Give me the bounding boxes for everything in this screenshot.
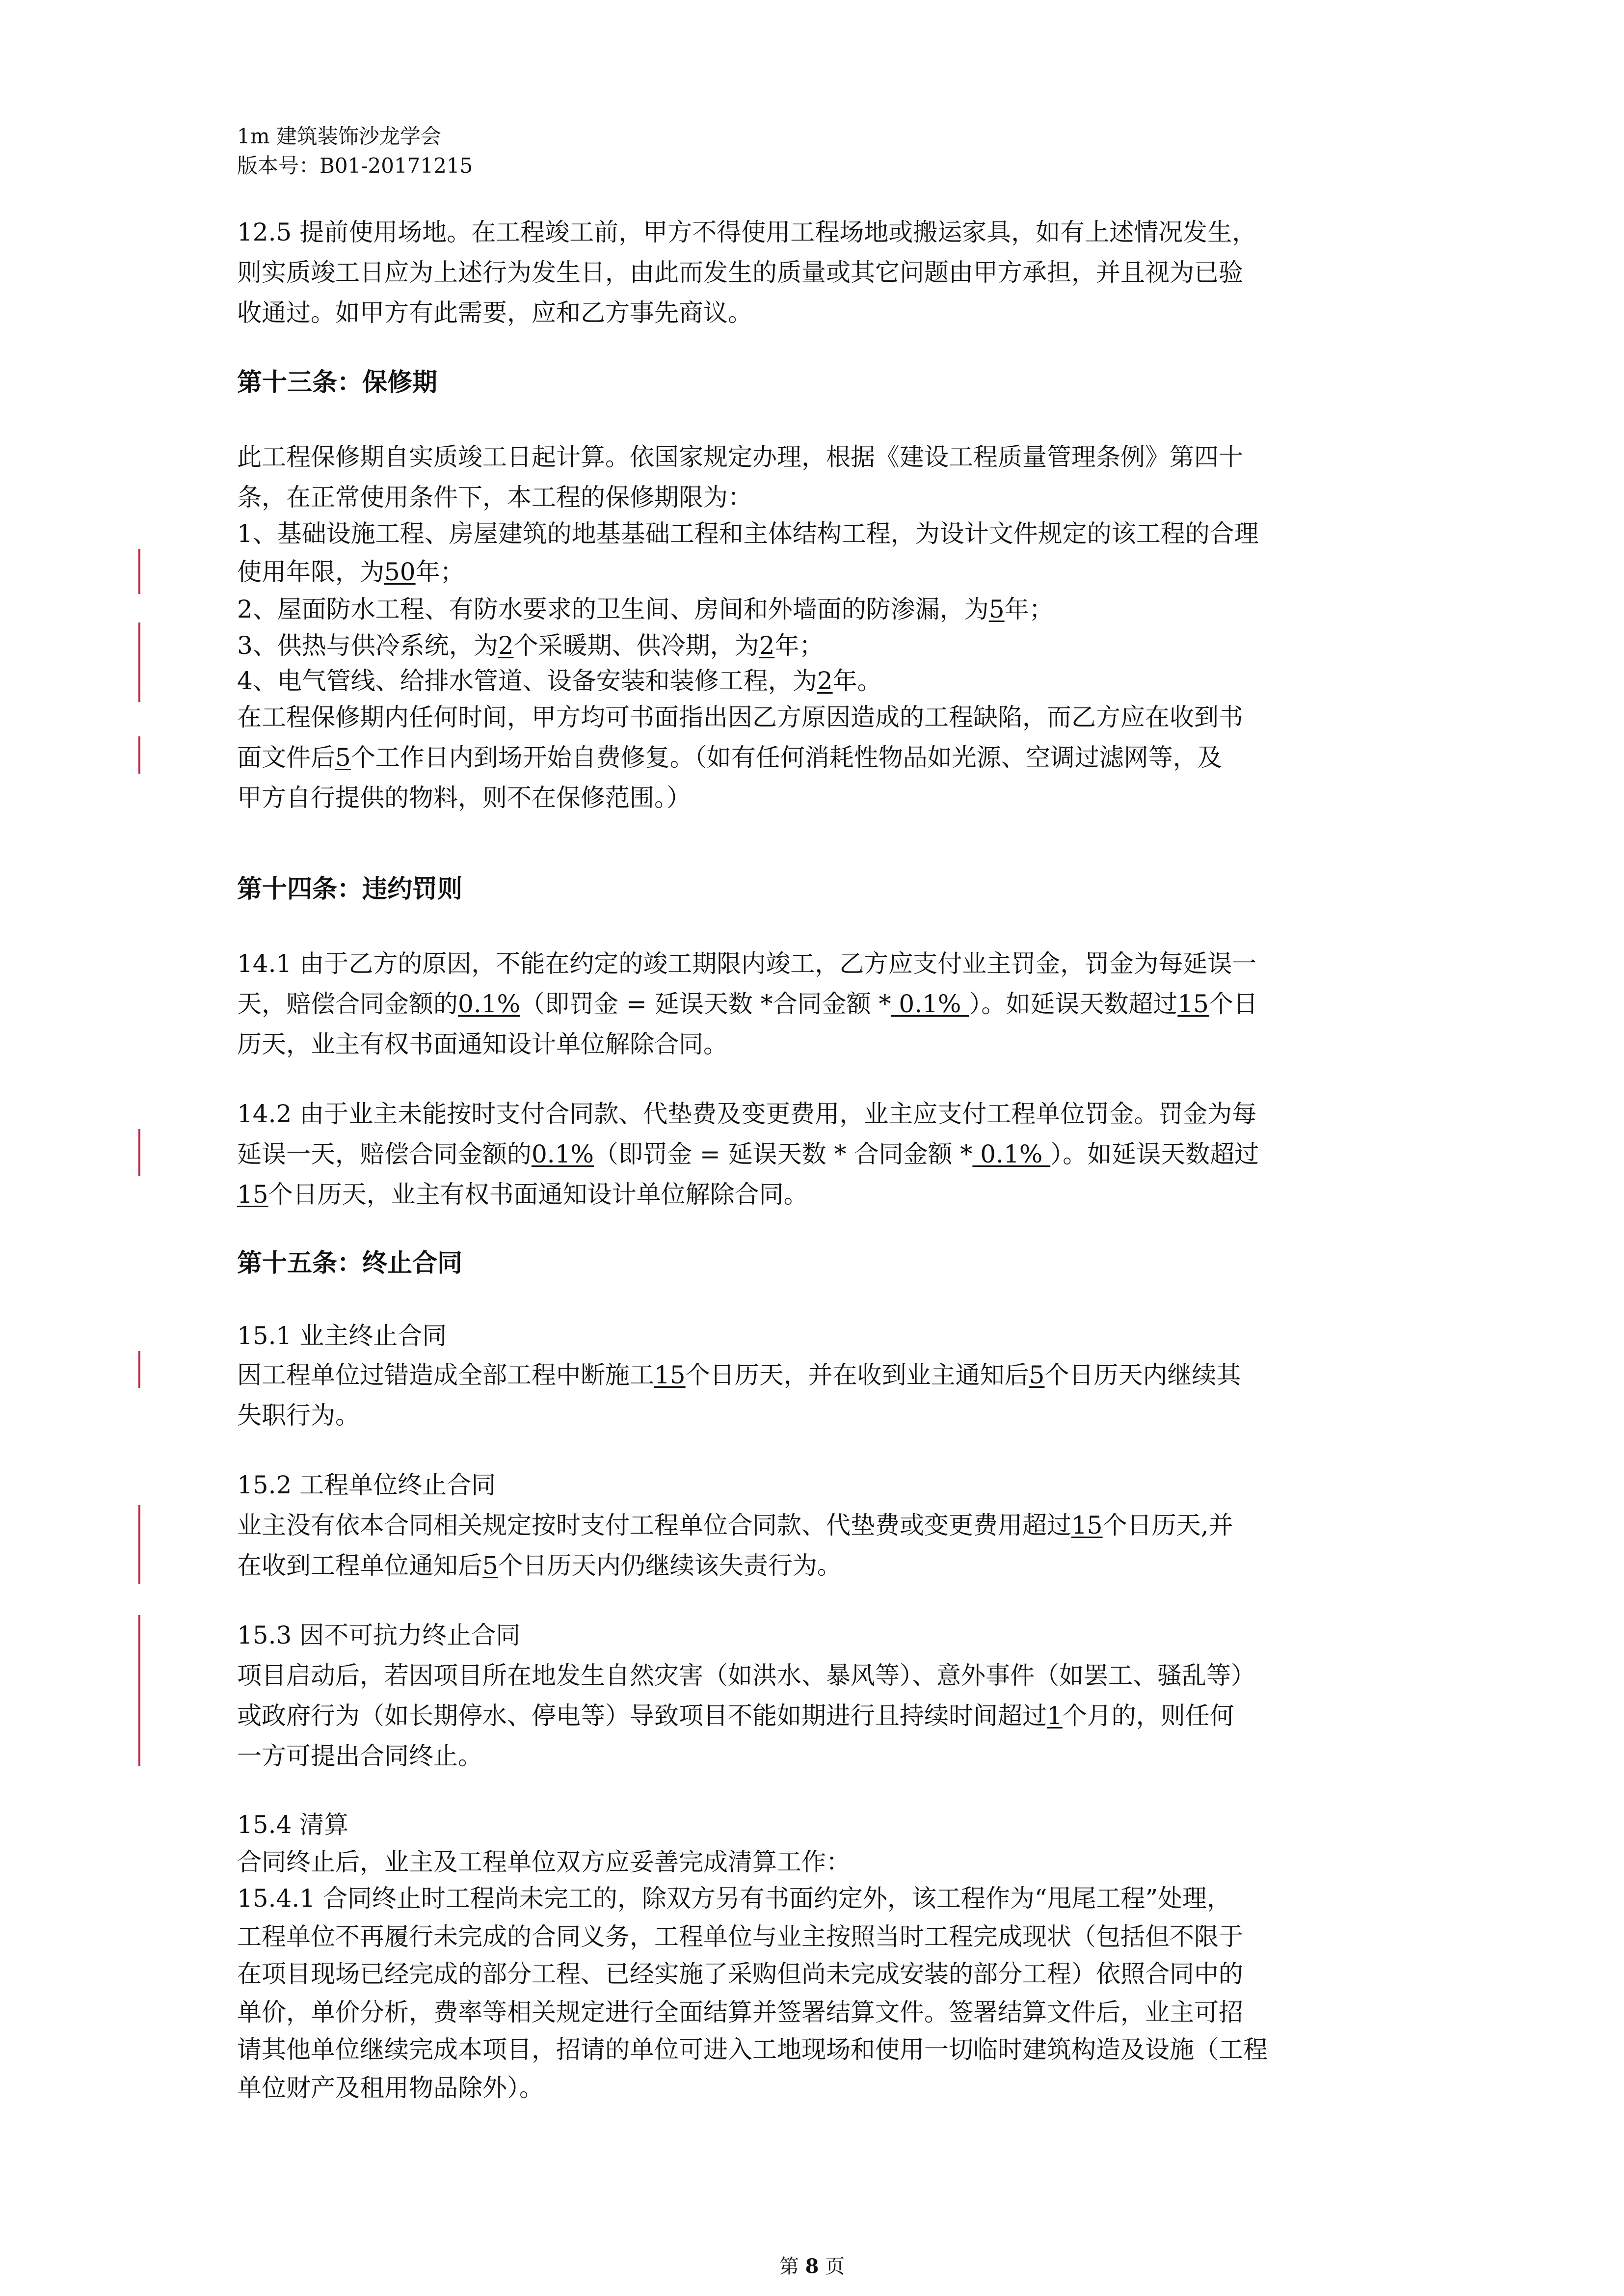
warranty-years-structure: 50 bbox=[384, 558, 416, 586]
text: 或政府行为（如长期停水、停电等）导致项目不能如期进行且持续时间超过 bbox=[237, 1702, 1047, 1730]
s15-4-line-1: 合同终止后，业主及工程单位双方应妥善完成清算工作： bbox=[237, 1848, 851, 1876]
s13-line-1: 此工程保修期自实质竣工日起计算。依国家规定办理，根据《建设工程质量管理条例》第四十 bbox=[237, 443, 1243, 471]
text: 面文件后 bbox=[237, 743, 335, 772]
article-13-heading: 第十三条：保修期 bbox=[237, 368, 438, 397]
s15-4-line-2: 15.4.1 合同终止时工程尚未完工的，除双方另有书面约定外，该工程作为“甩尾工程”处理， bbox=[237, 1884, 1232, 1913]
s13-line-6 bbox=[237, 625, 824, 666]
text: 个月的，则任何 bbox=[1062, 1702, 1234, 1730]
penalty-rate-owner-formula: 0.1% bbox=[972, 1140, 1051, 1168]
revision-bar bbox=[138, 622, 140, 702]
header-line-1: 1m 建筑装饰沙龙学会 bbox=[237, 124, 441, 148]
s15-3-line-3: 一方可提出合同终止。 bbox=[237, 1742, 482, 1770]
s14-1-line-1: 14.1 由于乙方的原因，不能在约定的竣工期限内竣工，乙方应支付业主罚金，罚金为每延误一 bbox=[237, 949, 1257, 978]
s15-4-line-7: 单位财产及租用物品除外）。 bbox=[237, 2074, 544, 2102]
s13-line-3: 1、基础设施工程、房屋建筑的地基基础工程和主体结构工程，为设计文件规定的该工程的合理 bbox=[237, 519, 1259, 548]
s15-3-title: 15.3 因不可抗力终止合同 bbox=[237, 1621, 521, 1649]
page-footer bbox=[0, 2251, 1624, 2279]
s12-5-line-1: 12.5 提前使用场地。在工程竣工前，甲方不得使用工程场地或搬运家具，如有上述情况发生， bbox=[237, 218, 1257, 246]
text: （即罚金 = 延误天数 *合同金额 * bbox=[520, 990, 891, 1018]
repair-workdays: 5 bbox=[335, 743, 351, 772]
payment-overdue-days: 15 bbox=[1071, 1511, 1103, 1540]
s15-4-line-5: 单价，单价分析，费率等相关规定进行全面结算并签署结算文件。签署结算文件后，业主可招 bbox=[237, 1998, 1243, 2026]
text: 年。 bbox=[832, 667, 882, 695]
s13-line-5 bbox=[237, 589, 1054, 629]
text: 天，赔偿合同金额的 bbox=[237, 990, 458, 1018]
page-number: 8 bbox=[805, 2255, 819, 2278]
revision-bar bbox=[138, 1351, 140, 1388]
s13-line-4 bbox=[237, 552, 465, 592]
text: （即罚金 = 延误天数 * 合同金额 * bbox=[594, 1140, 973, 1168]
suspension-days: 15 bbox=[654, 1361, 686, 1389]
article-14-heading: 第十四条：违约罚则 bbox=[237, 874, 463, 904]
text: 个日 bbox=[1208, 990, 1258, 1018]
text: ）。如延误天数超过 bbox=[1050, 1140, 1259, 1168]
text: 个日历天，业主有权书面通知设计单位解除合同。 bbox=[268, 1180, 808, 1209]
delay-days-limit: 15 bbox=[1177, 990, 1209, 1018]
s12-5-line-2: 则实质竣工日应为上述行为发生日，由此而发生的质量或其它问题由甲方承担，并且视为已验 bbox=[237, 258, 1243, 287]
text: 2、屋面防水工程、有防水要求的卫生间、房间和外墙面的防渗漏，为 bbox=[237, 595, 989, 623]
article-15-heading: 第十五条：终止合同 bbox=[237, 1248, 463, 1278]
text: 因工程单位过错造成全部工程中断施工 bbox=[237, 1361, 654, 1389]
text: 3、供热与供冷系统，为 bbox=[237, 631, 498, 660]
s14-2-line-3 bbox=[237, 1174, 808, 1215]
contractor-notice-days: 5 bbox=[482, 1551, 498, 1580]
text: 个日历天内继续其 bbox=[1044, 1361, 1241, 1389]
text: 年； bbox=[774, 631, 824, 660]
warranty-years-electrical: 2 bbox=[817, 667, 833, 695]
text: 个日历天，并在收到业主通知后 bbox=[685, 1361, 1029, 1389]
force-majeure-months: 1 bbox=[1047, 1702, 1063, 1730]
s15-4-line-6: 请其他单位继续完成本项目，招请的单位可进入工地现场和使用一切临时建筑构造及设施（工程 bbox=[237, 2035, 1268, 2064]
s13-line-8: 在工程保修期内任何时间，甲方均可书面指出因乙方原因造成的工程缺陷，而乙方应在收到书 bbox=[237, 703, 1243, 731]
s13-line-9 bbox=[237, 737, 1222, 778]
s12-5-line-3: 收通过。如甲方有此需要，应和乙方事先商议。 bbox=[237, 298, 752, 327]
warranty-heating-years: 2 bbox=[759, 631, 775, 660]
s14-1-line-2 bbox=[237, 984, 1258, 1024]
text: 页 bbox=[825, 2255, 845, 2278]
text: 个日历天,并 bbox=[1102, 1511, 1233, 1540]
revision-bar bbox=[138, 1129, 140, 1176]
s15-3-line-1: 项目启动后，若因项目所在地发生自然灾害（如洪水、暴风等）、意外事件（如罢工、骚乱等） bbox=[237, 1661, 1255, 1690]
s15-4-title: 15.4 清算 bbox=[237, 1810, 349, 1839]
text: 延误一天，赔偿合同金额的 bbox=[237, 1140, 532, 1168]
s14-1-line-3: 历天，业主有权书面通知设计单位解除合同。 bbox=[237, 1030, 728, 1058]
s15-2-line-2 bbox=[237, 1545, 842, 1586]
header-version: 版本号：B01-20171215 bbox=[237, 154, 473, 178]
s13-line-10: 甲方自行提供的物料，则不在保修范围。） bbox=[237, 783, 691, 812]
s14-2-line-2 bbox=[237, 1134, 1259, 1174]
text: 年； bbox=[1004, 595, 1054, 623]
s15-2-title: 15.2 工程单位终止合同 bbox=[237, 1471, 496, 1499]
text: 业主没有依本合同相关规定按时支付工程单位合同款、代垫费或变更费用超过 bbox=[237, 1511, 1071, 1540]
text: 年； bbox=[415, 558, 465, 586]
text: 个工作日内到场开始自费修复。（如有任何消耗性物品如光源、空调过滤网等，及 bbox=[350, 743, 1222, 772]
s13-line-7 bbox=[237, 661, 882, 701]
s15-1-line-1 bbox=[237, 1355, 1241, 1395]
text: ）。如延误天数超过 bbox=[969, 990, 1178, 1018]
text: 4、电气管线、给排水管道、设备安装和装修工程，为 bbox=[237, 667, 817, 695]
s15-2-line-1 bbox=[237, 1505, 1233, 1545]
text: 个日历天内仍继续该失责行为。 bbox=[498, 1551, 842, 1580]
revision-bar bbox=[138, 549, 140, 594]
notice-days: 5 bbox=[1029, 1361, 1045, 1389]
revision-bar bbox=[138, 736, 140, 774]
s15-4-line-4: 在项目现场已经完成的部分工程、已经实施了采购但尚未完成安装的部分工程）依照合同中的 bbox=[237, 1960, 1243, 1988]
s15-1-title: 15.1 业主终止合同 bbox=[237, 1322, 447, 1350]
penalty-rate: 0.1% bbox=[458, 990, 521, 1018]
s14-2-line-1: 14.2 由于业主未能按时支付合同款、代垫费及变更费用，业主应支付工程单位罚金。罚金为每 bbox=[237, 1100, 1257, 1128]
text: 第 bbox=[779, 2255, 799, 2278]
text: 在收到工程单位通知后 bbox=[237, 1551, 482, 1580]
s15-4-line-3: 工程单位不再履行未完成的合同义务，工程单位与业主按照当时工程完成现状（包括但不限于 bbox=[237, 1922, 1243, 1951]
text: 个采暖期、供冷期，为 bbox=[513, 631, 759, 660]
penalty-rate-owner: 0.1% bbox=[532, 1140, 594, 1168]
text: 使用年限，为 bbox=[237, 558, 384, 586]
revision-bar bbox=[138, 1505, 140, 1584]
delay-days-limit-owner: 15 bbox=[237, 1180, 268, 1209]
s13-line-2: 条，在正常使用条件下，本工程的保修期限为： bbox=[237, 483, 752, 512]
revision-bar bbox=[138, 1615, 140, 1766]
warranty-heating-periods: 2 bbox=[498, 631, 514, 660]
s15-1-line-2: 失职行为。 bbox=[237, 1401, 360, 1430]
s15-3-line-2 bbox=[237, 1696, 1234, 1736]
penalty-rate-formula: 0.1% bbox=[891, 990, 969, 1018]
warranty-years-waterproof: 5 bbox=[988, 595, 1005, 623]
